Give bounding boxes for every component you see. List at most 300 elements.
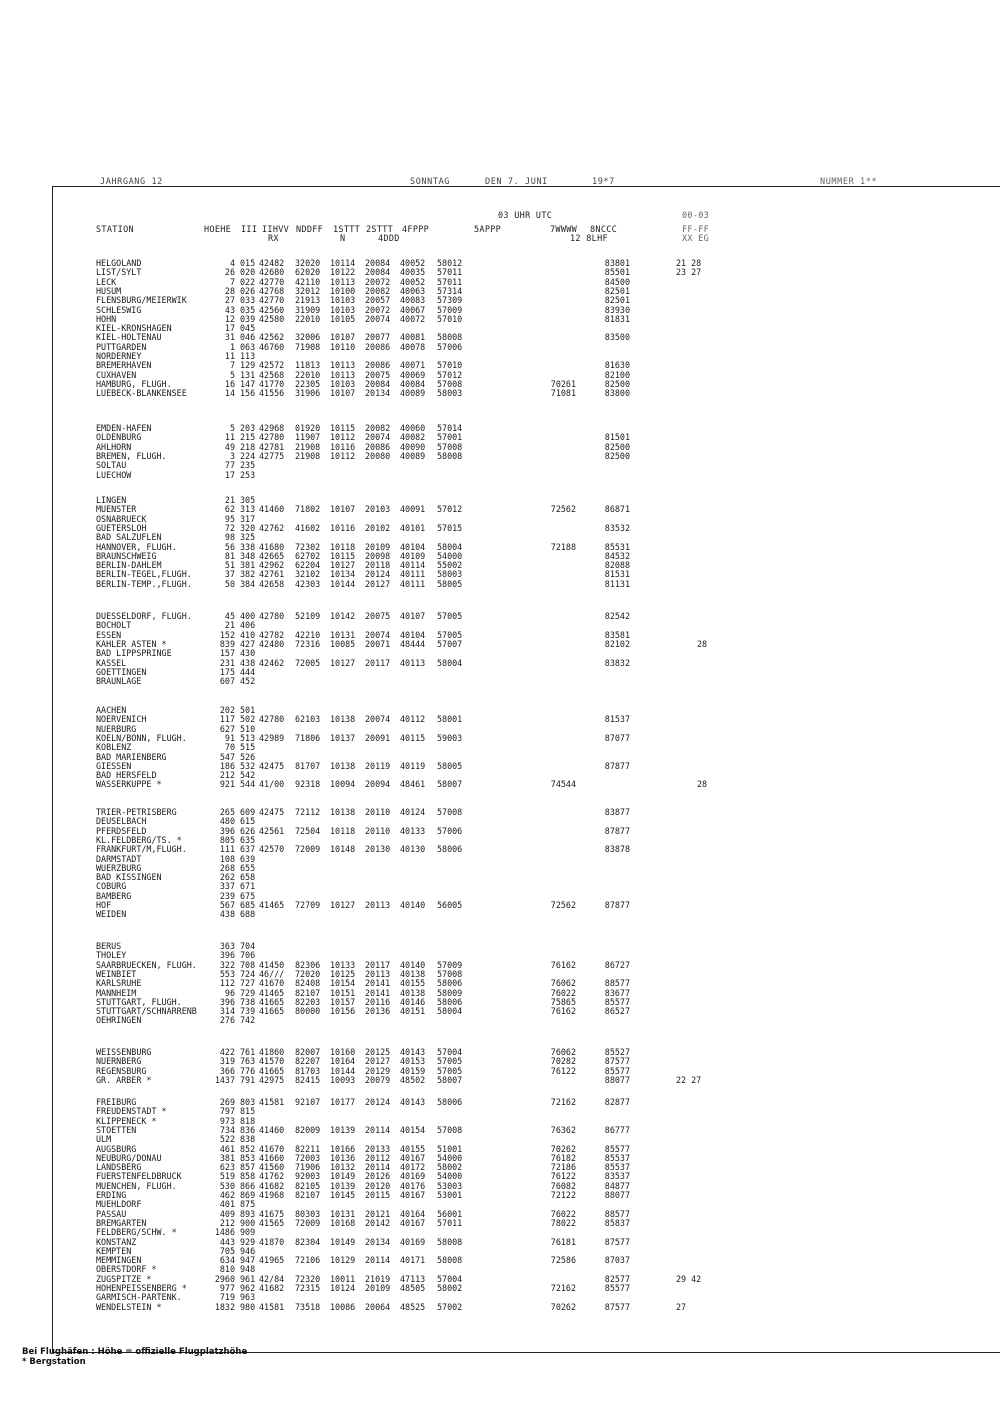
- group-tendency: 57005: [437, 1065, 463, 1076]
- station-height: 805: [219, 834, 235, 845]
- group-pressure: 40069: [400, 369, 426, 380]
- group-weather: 70262: [550, 1301, 576, 1312]
- group-tendency: 56001: [437, 1208, 463, 1219]
- group-tendency: 57011: [437, 1217, 463, 1228]
- station-index: 444: [240, 666, 256, 677]
- group-nddff: 21908: [295, 450, 321, 461]
- group-weather: 76162: [550, 1006, 576, 1017]
- group-pressure: 40155: [400, 1143, 426, 1154]
- station-index: 063: [240, 341, 256, 352]
- group-iihvv: 42475: [259, 807, 285, 817]
- group-dewpoint: 20074: [365, 432, 391, 443]
- group-dewpoint: 20086: [365, 341, 391, 352]
- station-name: OEHRINGEN: [96, 1015, 142, 1026]
- group-nddff: 72009: [295, 1217, 321, 1228]
- station-index: 836: [240, 1124, 256, 1135]
- station-height: 14: [224, 388, 235, 399]
- station-name: BERLIN-TEMP.,FLUGH.: [96, 578, 192, 589]
- station-name: KASSEL: [96, 657, 127, 668]
- station-name: MUENCHEN, FLUGH.: [96, 1180, 177, 1191]
- group-clouds: 83877: [604, 807, 630, 817]
- group-temp: 10177: [330, 1097, 356, 1107]
- station-index: 156: [240, 388, 256, 399]
- group-nddff: 82009: [295, 1124, 321, 1135]
- station-index: 761: [240, 1047, 256, 1057]
- group-pressure: 40155: [400, 978, 426, 989]
- group-iihvv: 41665: [259, 1065, 285, 1076]
- group-clouds: 87577: [604, 1301, 630, 1312]
- station-index: 427: [240, 638, 256, 649]
- station-index: 706: [240, 950, 256, 961]
- station-name: ULM: [96, 1134, 112, 1145]
- group-weather: 76082: [550, 1180, 576, 1191]
- station-height: 401: [219, 1199, 235, 1210]
- station-height: 314: [219, 1006, 235, 1017]
- group-pressure: 40115: [400, 732, 426, 743]
- station-index: 635: [240, 834, 256, 845]
- group-tendency: 58007: [437, 779, 463, 790]
- station-height: 212: [219, 1217, 235, 1228]
- group-clouds: 85531: [604, 541, 630, 552]
- group-iihvv: 41682: [259, 1283, 285, 1293]
- station-index: 384: [240, 578, 256, 589]
- group-nddff: 82415: [295, 1074, 321, 1085]
- station-index: 962: [240, 1283, 256, 1293]
- station-name: FREUDENSTADT *: [96, 1106, 167, 1117]
- station-name: HANNOVER, FLUGH.: [96, 541, 177, 552]
- station-index: 131: [240, 369, 256, 380]
- station-index: 035: [240, 304, 256, 315]
- group-clouds: 83532: [604, 522, 630, 533]
- station-height: 734: [219, 1124, 235, 1135]
- group-clouds: 84500: [604, 276, 630, 287]
- group-iihvv: 42562: [259, 332, 285, 343]
- group-pressure: 40052: [400, 276, 426, 287]
- group-temp: 10107: [330, 332, 356, 343]
- group-pressure: 40146: [400, 996, 426, 1007]
- group-tendency: 57011: [437, 276, 463, 287]
- group-tendency: 57007: [437, 638, 463, 649]
- group-weather: 72586: [550, 1255, 576, 1266]
- station-index: 929: [240, 1236, 256, 1247]
- group-dewpoint: 20084: [365, 267, 391, 278]
- group-iihvv: 42770: [259, 295, 285, 306]
- group-pressure: 40071: [400, 360, 426, 371]
- station-name: BREMERHAVEN: [96, 360, 152, 371]
- group-nddff: 42110: [295, 276, 321, 287]
- group-dewpoint: 20084: [365, 258, 391, 268]
- group-iihvv: 42560: [259, 304, 285, 315]
- group-tendency: 58003: [437, 388, 463, 399]
- group-clouds: 81501: [604, 432, 630, 443]
- group-temp: 10151: [330, 987, 356, 998]
- group-pressure: 40111: [400, 578, 426, 589]
- group-dewpoint: 20103: [365, 504, 391, 515]
- station-height: 1: [229, 341, 235, 352]
- group-clouds: 87877: [604, 760, 630, 771]
- station-height: 112: [219, 978, 235, 989]
- station-height: 11: [224, 351, 235, 361]
- nccc-subheading: 12 8LHF: [570, 234, 608, 244]
- station-index: 218: [240, 441, 256, 452]
- station-name: HOHENPEISSENBERG *: [96, 1283, 187, 1293]
- station-index: 626: [240, 825, 256, 836]
- nddff-heading: NDDFF: [296, 225, 324, 235]
- station-height: 1437: [214, 1074, 235, 1085]
- station-index: 947: [240, 1255, 256, 1266]
- station-index: 532: [240, 760, 256, 771]
- station-name: BERLIN-TEGEL,FLUGH.: [96, 569, 192, 580]
- group-temp: 10100: [330, 285, 356, 296]
- group-dewpoint: 20114: [365, 1255, 391, 1266]
- group-iihvv: 41680: [259, 541, 285, 552]
- group-iihvv: 41465: [259, 900, 285, 910]
- station-name: BAMBERG: [96, 890, 132, 901]
- group-pressure: 40172: [400, 1162, 426, 1173]
- group-temp: 10113: [330, 360, 356, 371]
- group-pressure: 40104: [400, 629, 426, 640]
- group-iihvv: 42975: [259, 1074, 285, 1085]
- group-dewpoint: 20057: [365, 295, 391, 306]
- station-height: 37: [224, 569, 235, 580]
- group-temp: 10115: [330, 550, 356, 561]
- station-index: 980: [240, 1301, 256, 1312]
- station-height: 839: [219, 638, 235, 649]
- station-index: 510: [240, 723, 256, 734]
- group-clouds: 83832: [604, 657, 630, 668]
- station-index: 203: [240, 423, 256, 433]
- group-dewpoint: 20113: [365, 968, 391, 979]
- group-tendency: 58006: [437, 978, 463, 989]
- station-name: BAD SALZUFLEN: [96, 532, 162, 543]
- station-height: 72: [224, 522, 235, 533]
- group-nddff: 41602: [295, 522, 321, 533]
- group-clouds: 82542: [604, 611, 630, 621]
- group-tendency: 58005: [437, 760, 463, 771]
- time-heading: 03 UHR UTC: [498, 211, 553, 221]
- station-index: 410: [240, 629, 256, 640]
- station-height: 409: [219, 1208, 235, 1219]
- station-height: 519: [219, 1171, 235, 1182]
- station-height: 31: [224, 332, 235, 343]
- group-weather: 76122: [550, 1171, 576, 1182]
- station-index: 046: [240, 332, 256, 343]
- group-temp: 10139: [330, 1180, 356, 1191]
- group-dewpoint: 20086: [365, 360, 391, 371]
- iihvv-heading: IIHVV: [262, 225, 290, 235]
- group-tendency: 57008: [437, 378, 463, 389]
- group-iihvv: 42570: [259, 844, 285, 855]
- station-height: 522: [219, 1134, 235, 1145]
- group-weather: 74544: [550, 779, 576, 790]
- station-index: 838: [240, 1134, 256, 1145]
- station-index: 452: [240, 676, 256, 687]
- group-clouds: 88577: [604, 978, 630, 989]
- group-temp: 10131: [330, 1208, 356, 1219]
- station-height: 921: [219, 779, 235, 790]
- group-temp: 10139: [330, 1124, 356, 1135]
- station-height: 108: [219, 853, 235, 864]
- group-temp: 10122: [330, 267, 356, 278]
- group-pressure: 40119: [400, 760, 426, 771]
- group-tendency: 58002: [437, 1162, 463, 1173]
- station-name: PASSAU: [96, 1208, 127, 1219]
- station-name: HAMBURG, FLUGH.: [96, 378, 172, 389]
- group-clouds: 82500: [604, 378, 630, 389]
- station-height: 239: [219, 890, 235, 901]
- group-tendency: 58004: [437, 657, 463, 668]
- group-dewpoint: 21019: [365, 1273, 391, 1284]
- station-index: 776: [240, 1065, 256, 1076]
- group-dewpoint: 20129: [365, 1065, 391, 1076]
- header-volume: JAHRGANG 12: [100, 177, 163, 187]
- station-index: 129: [240, 360, 256, 371]
- group-nddff: 72005: [295, 657, 321, 668]
- group-tendency: 53003: [437, 1180, 463, 1191]
- group-clouds: 83537: [604, 1171, 630, 1182]
- group-clouds: 83500: [604, 332, 630, 343]
- group-weather: 72122: [550, 1190, 576, 1200]
- group-nddff: 82408: [295, 978, 321, 989]
- sttt-heading: 2STTT: [366, 225, 394, 235]
- header-number: NUMMER 1**: [820, 177, 878, 187]
- group-iihvv: 42580: [259, 313, 285, 324]
- station-index: 542: [240, 770, 256, 781]
- station-index: 853: [240, 1152, 256, 1163]
- group-clouds: 85537: [604, 1162, 630, 1173]
- group-tendency: 58008: [437, 450, 463, 461]
- group-tendency: 57006: [437, 825, 463, 836]
- station-height: 50: [224, 578, 235, 589]
- station-name: THOLEY: [96, 950, 127, 961]
- group-clouds: 82100: [604, 369, 630, 380]
- station-name: ESSEN: [96, 629, 122, 640]
- group-tendency: 57015: [437, 522, 463, 533]
- station-name: CUXHAVEN: [96, 369, 137, 380]
- station-name: LIST/SYLT: [96, 267, 142, 278]
- station-height: 322: [219, 959, 235, 970]
- group-tendency: 55002: [437, 560, 463, 571]
- group-iihvv: 41570: [259, 1056, 285, 1067]
- sttt-subheading: 4DDD: [378, 234, 400, 244]
- group-clouds: 84877: [604, 1180, 630, 1191]
- group-clouds: 82877: [604, 1097, 630, 1107]
- group-iihvv: 41670: [259, 978, 285, 989]
- station-name: KL.FELDBERG/TS. *: [96, 834, 182, 845]
- station-name: DEUSELBACH: [96, 816, 147, 827]
- group-iihvv: 42782: [259, 629, 285, 640]
- group-clouds: 85501: [604, 267, 630, 278]
- station-index: 727: [240, 978, 256, 989]
- station-index: 320: [240, 522, 256, 533]
- group-iihvv: 41770: [259, 378, 285, 389]
- station-index: 858: [240, 1171, 256, 1182]
- group-iihvv: 42968: [259, 423, 285, 433]
- group-temp: 10138: [330, 714, 356, 725]
- group-tendency: 57008: [437, 807, 463, 817]
- group-nddff: 72320: [295, 1273, 321, 1284]
- group-temp: 10154: [330, 978, 356, 989]
- group-nddff: 72709: [295, 900, 321, 910]
- group-clouds: 86777: [604, 1124, 630, 1135]
- group-dewpoint: 20118: [365, 560, 391, 571]
- group-nddff: 32102: [295, 569, 321, 580]
- station-height: 21: [224, 495, 235, 505]
- group-nddff: 42210: [295, 629, 321, 640]
- extra-subheading-1: FF-FF: [682, 225, 710, 235]
- station-name: SCHLESWIG: [96, 304, 142, 315]
- group-tendency: 57005: [437, 1056, 463, 1067]
- station-height: 363: [219, 941, 235, 951]
- group-dewpoint: 20116: [365, 996, 391, 1007]
- station-name: LINGEN: [96, 495, 127, 505]
- group-temp: 10131: [330, 629, 356, 640]
- station-index: 724: [240, 968, 256, 979]
- group-pressure: 40124: [400, 807, 426, 817]
- station-height: 719: [219, 1292, 235, 1303]
- station-name: GOETTINGEN: [96, 666, 147, 677]
- group-extra: 28: [697, 638, 708, 649]
- group-clouds: 87877: [604, 825, 630, 836]
- nccc-heading: 8NCCC: [590, 225, 618, 235]
- group-dewpoint: 20082: [365, 285, 391, 296]
- group-iihvv: 41860: [259, 1047, 285, 1057]
- station-height: 111: [219, 844, 235, 855]
- group-temp: 10085: [330, 638, 356, 649]
- group-nddff: 21908: [295, 441, 321, 452]
- group-iihvv: 42770: [259, 276, 285, 287]
- group-pressure: 40089: [400, 450, 426, 461]
- group-nddff: 21913: [295, 295, 321, 306]
- station-index: 026: [240, 285, 256, 296]
- station-index: 909: [240, 1227, 256, 1238]
- group-iihvv: 42962: [259, 560, 285, 571]
- group-temp: 10112: [330, 450, 356, 461]
- group-weather: 72562: [550, 900, 576, 910]
- station-name: FREIBURG: [96, 1097, 137, 1107]
- station-height: 973: [219, 1115, 235, 1126]
- station-height: 268: [219, 862, 235, 873]
- station-index: 022: [240, 276, 256, 287]
- group-nddff: 71802: [295, 504, 321, 515]
- group-weather: 76062: [550, 1047, 576, 1057]
- iihvv-subheading: RX: [268, 234, 279, 244]
- station-name: LECK: [96, 276, 117, 287]
- group-clouds: 87577: [604, 1056, 630, 1067]
- group-clouds: 88577: [604, 1208, 630, 1219]
- group-iihvv: 41581: [259, 1097, 285, 1107]
- group-clouds: 85527: [604, 1047, 630, 1057]
- group-iihvv: 41450: [259, 959, 285, 970]
- group-pressure: 40143: [400, 1097, 426, 1107]
- group-iihvv: 41670: [259, 1143, 285, 1154]
- group-pressure: 40113: [400, 657, 426, 668]
- group-temp: 10132: [330, 1162, 356, 1173]
- group-nddff: 82207: [295, 1056, 321, 1067]
- group-pressure: 48461: [400, 779, 426, 790]
- group-nddff: 22010: [295, 313, 321, 324]
- group-clouds: 82102: [604, 638, 630, 649]
- station-height: 567: [219, 900, 235, 910]
- station-index: 893: [240, 1208, 256, 1219]
- group-clouds: 85577: [604, 1143, 630, 1154]
- group-tendency: 57009: [437, 304, 463, 315]
- group-dewpoint: 20134: [365, 388, 391, 399]
- group-dewpoint: 20086: [365, 441, 391, 452]
- group-nddff: 72504: [295, 825, 321, 836]
- station-name: NUERBURG: [96, 723, 137, 734]
- group-tendency: 57011: [437, 267, 463, 278]
- station-index: 502: [240, 714, 256, 725]
- group-pressure: 40169: [400, 1171, 426, 1182]
- group-dewpoint: 20077: [365, 332, 391, 343]
- group-pressure: 40153: [400, 1056, 426, 1067]
- group-tendency: 57004: [437, 1047, 463, 1057]
- station-height: 152: [219, 629, 235, 640]
- group-nddff: 92003: [295, 1171, 321, 1182]
- group-weather: 75865: [550, 996, 576, 1007]
- station-name: OSNABRUECK: [96, 513, 147, 524]
- station-index: 675: [240, 890, 256, 901]
- group-clouds: 83800: [604, 388, 630, 399]
- group-gust: 23 27: [676, 267, 702, 278]
- group-pressure: 40154: [400, 1124, 426, 1135]
- group-pressure: 40151: [400, 1006, 426, 1017]
- group-weather: 71081: [550, 388, 576, 399]
- station-index: 948: [240, 1264, 256, 1275]
- group-tendency: 57314: [437, 285, 463, 296]
- station-height: 70: [224, 742, 235, 753]
- group-tendency: 58006: [437, 1097, 463, 1107]
- group-nddff: 72112: [295, 807, 321, 817]
- group-weather: 76122: [550, 1065, 576, 1076]
- group-nddff: 72302: [295, 541, 321, 552]
- group-temp: 10107: [330, 504, 356, 515]
- group-iihvv: 42665: [259, 550, 285, 561]
- group-clouds: 83930: [604, 304, 630, 315]
- station-name: GUETERSLOH: [96, 522, 147, 533]
- group-iihvv: 41460: [259, 1124, 285, 1135]
- station-height: 269: [219, 1097, 235, 1107]
- group-iihvv: 42781: [259, 441, 285, 452]
- station-height: 81: [224, 550, 235, 561]
- group-pressure: 48502: [400, 1074, 426, 1085]
- group-weather: 70262: [550, 1143, 576, 1154]
- group-dewpoint: 20112: [365, 1152, 391, 1163]
- group-pressure: 40067: [400, 304, 426, 315]
- group-dewpoint: 20124: [365, 569, 391, 580]
- station-height: 175: [219, 666, 235, 677]
- group-iihvv: 41556: [259, 388, 285, 399]
- group-temp: 10115: [330, 423, 356, 433]
- group-temp: 10103: [330, 378, 356, 389]
- station-name: BAD KISSINGEN: [96, 872, 162, 883]
- group-nddff: 72003: [295, 1152, 321, 1163]
- station-height: 17: [224, 323, 235, 334]
- group-pressure: 47113: [400, 1273, 426, 1284]
- group-clouds: 86727: [604, 959, 630, 970]
- group-clouds: 87877: [604, 900, 630, 910]
- group-pressure: 40138: [400, 968, 426, 979]
- group-clouds: 84532: [604, 550, 630, 561]
- group-pressure: 40107: [400, 611, 426, 621]
- group-nddff: 62204: [295, 560, 321, 571]
- group-clouds: 85577: [604, 996, 630, 1007]
- group-nddff: 72106: [295, 1255, 321, 1266]
- group-iihvv: 46760: [259, 341, 285, 352]
- group-tendency: 58006: [437, 996, 463, 1007]
- station-index: 729: [240, 987, 256, 998]
